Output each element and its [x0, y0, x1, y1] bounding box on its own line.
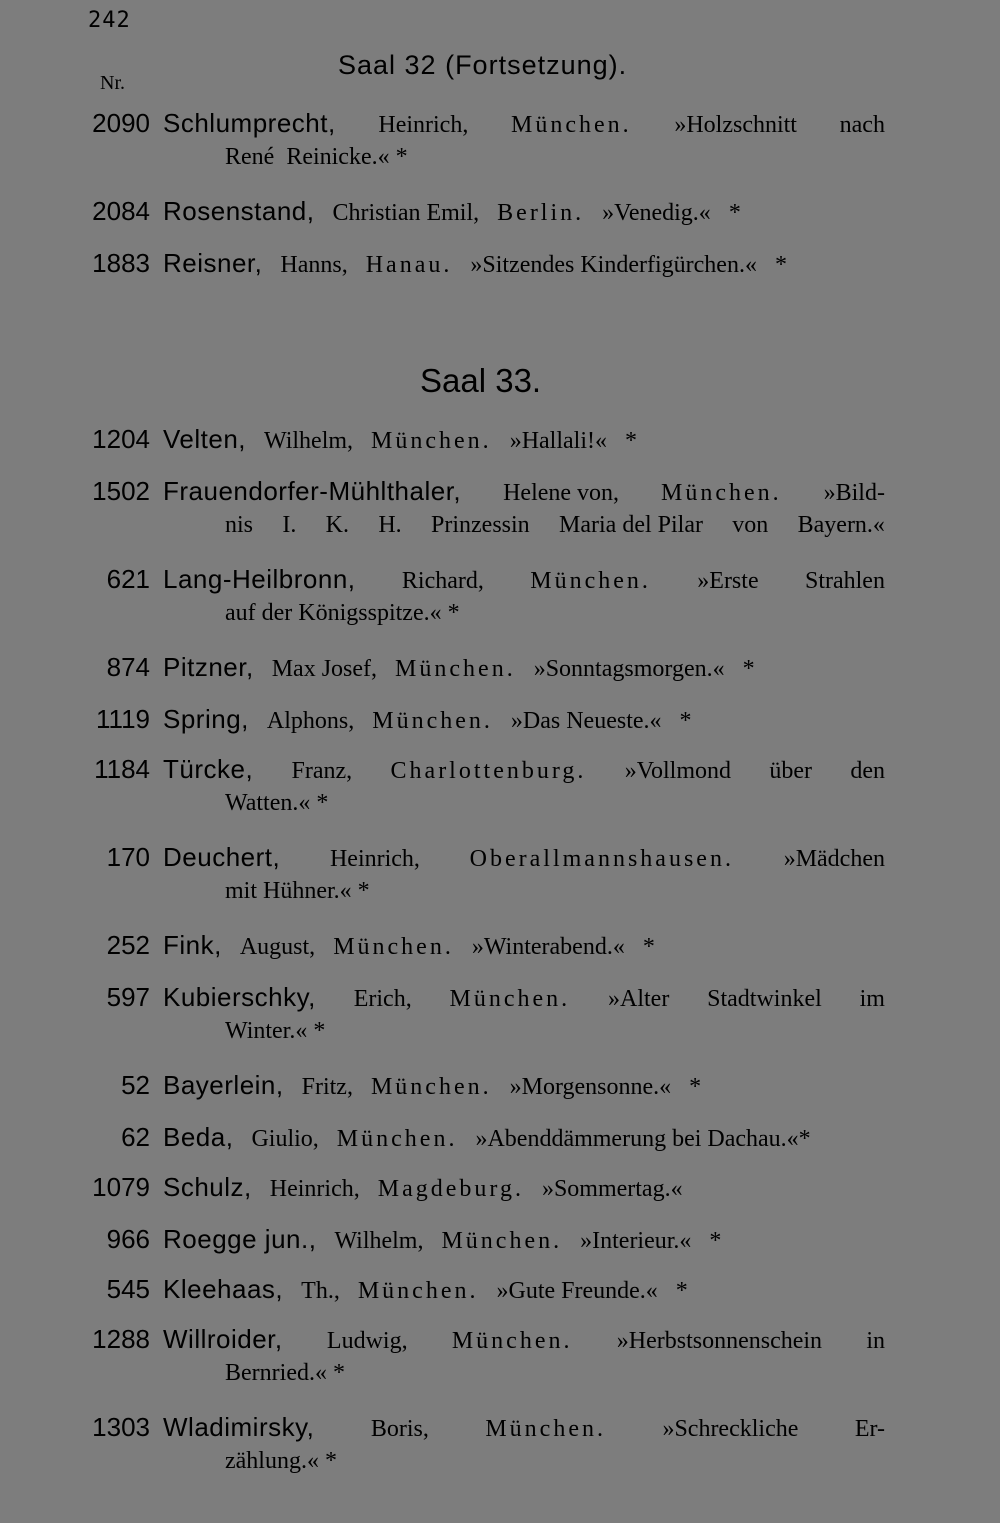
entry-line [163, 1412, 885, 1443]
artwork-title-part: * [642, 934, 655, 960]
artwork-title-part: »Sitzendes Kinderfigürchen.« [470, 252, 757, 278]
entry-line [163, 564, 885, 595]
entry-line [163, 248, 885, 279]
artwork-title-part: Bernried.« * [225, 1360, 345, 1386]
entry-line [163, 754, 885, 785]
artwork-title-part: * [675, 1278, 688, 1304]
artwork-title-part: * [742, 656, 755, 682]
entry-line [163, 652, 885, 683]
artwork-title-part: Strahlen [804, 568, 885, 594]
artwork-title-part: »Alter [608, 986, 670, 1012]
artwork-title-part: Prinzessin [431, 512, 530, 538]
artwork-title-part: »Gute Freunde.« [496, 1278, 658, 1304]
entry-line [163, 196, 885, 227]
artwork-title-part: mit Hühner.« * [225, 878, 370, 904]
artist-surname: Pitzner, [163, 652, 254, 682]
entry-number: 2084 [92, 196, 150, 226]
artist-surname: Kubierschky, [163, 982, 316, 1012]
artwork-title-part: »Sonntagsmorgen.« [533, 656, 725, 682]
artist-first-name: Christian Emil, [332, 200, 480, 226]
artwork-title-part: »Herbstsonnenschein [616, 1328, 823, 1354]
artist-surname: Deuchert, [163, 842, 281, 872]
artwork-title-part: »Erste [697, 568, 759, 594]
artwork-title-part: »Mädchen [783, 846, 885, 872]
artist-city: München. [333, 934, 454, 960]
artist-city: München. [441, 1228, 563, 1254]
artist-city: München. [357, 1278, 479, 1304]
entry-number: 170 [106, 842, 150, 872]
artist-city: München. [336, 1126, 458, 1152]
artist-city: München. [370, 1074, 492, 1100]
artist-city: Berlin. [497, 200, 585, 226]
artwork-title-part: den [850, 758, 885, 784]
artwork-title-part: nis [225, 512, 254, 538]
artist-first-name: Wilhelm, [264, 428, 354, 454]
artwork-title-part: * [728, 200, 741, 226]
entry-continuation-line [225, 144, 885, 171]
entry-continuation-line [225, 600, 885, 627]
artwork-title-part: Winter.« * [225, 1018, 326, 1044]
artwork-title-part: »Interieur.« [580, 1228, 692, 1254]
entry-line [163, 108, 885, 139]
artwork-title-part: »Venedig.« [602, 200, 711, 226]
artwork-title-part: über [769, 758, 812, 784]
entry-number: 545 [106, 1274, 150, 1304]
entry-number: 1184 [94, 754, 150, 784]
section-heading-saal-33: Saal 33. [420, 362, 542, 399]
artist-surname: Velten, [163, 424, 247, 454]
entry-line [163, 704, 885, 735]
artist-surname: Türcke, [163, 754, 254, 784]
artist-first-name: August, [239, 934, 316, 960]
entry-number: 1303 [92, 1412, 150, 1442]
artwork-title-part: Reinicke.« * [286, 144, 408, 170]
artist-first-name: Heinrich, [269, 1176, 360, 1202]
entry-continuation-line [225, 1360, 885, 1387]
artist-first-name: Th., [301, 1278, 340, 1304]
artist-city: München. [372, 708, 493, 734]
artwork-title-part: * [625, 428, 637, 454]
artist-first-name: Alphons, [266, 708, 355, 734]
nr-column-label: Nr. [100, 72, 125, 94]
entry-continuation-line [225, 1448, 885, 1475]
artist-city: Magdeburg. [377, 1176, 524, 1202]
artwork-title-part: zählung.« * [225, 1448, 337, 1474]
artwork-title-part: K. [325, 512, 350, 538]
entry-continuation-line [225, 512, 885, 539]
artist-first-name: Richard, [401, 568, 484, 594]
artist-first-name: Heinrich, [329, 846, 420, 872]
artist-surname: Willroider, [163, 1324, 283, 1354]
artwork-title-part: »Winterabend.« [471, 934, 625, 960]
artwork-title-part: Er- [854, 1416, 885, 1442]
entry-number: 1204 [92, 424, 150, 454]
artwork-title-part: René [225, 144, 275, 170]
entry-number: 1883 [92, 248, 150, 278]
artwork-title-part: »Vollmond [624, 758, 731, 784]
artwork-title-part: »Bild- [823, 480, 885, 506]
artwork-title-part: im [859, 986, 885, 1012]
entry-number: 1288 [92, 1324, 150, 1354]
artist-city: Hanau. [365, 252, 453, 278]
artist-surname: Frauendorfer-Mühlthaler, [163, 476, 462, 506]
artist-first-name: Fritz, [301, 1074, 353, 1100]
artist-surname: Schlumprecht, [163, 108, 336, 138]
artist-first-name: Franz, [291, 758, 353, 784]
entry-number: 597 [106, 982, 150, 1012]
artist-first-name: Helene von, [503, 480, 620, 506]
entry-number: 2090 [92, 108, 150, 138]
artist-surname: Reisner, [163, 248, 263, 278]
entry-number: 621 [106, 564, 150, 594]
entry-number: 874 [106, 652, 150, 682]
artist-first-name: Hanns, [280, 252, 348, 278]
artwork-title-part: »Abenddämmerung bei Dachau.«* [475, 1126, 811, 1152]
artist-surname: Roegge jun., [163, 1224, 317, 1254]
entry-continuation-line [225, 878, 885, 905]
section-heading-saal-32: Saal 32 (Fortsetzung). [338, 50, 628, 80]
entry-number: 252 [106, 930, 150, 960]
entry-continuation-line [225, 790, 885, 817]
artist-city: Charlottenburg. [390, 758, 587, 784]
entry-number: 1502 [92, 476, 150, 506]
artist-first-name: Heinrich, [378, 112, 469, 138]
artist-surname: Bayerlein, [163, 1070, 284, 1100]
artist-surname: Spring, [163, 704, 249, 734]
entry-number: 1079 [92, 1172, 150, 1202]
entry-continuation-line [225, 1018, 885, 1045]
artist-city: München. [661, 480, 782, 506]
artwork-title-part: * [679, 708, 692, 734]
artist-first-name: Giulio, [251, 1126, 319, 1152]
entry-line [163, 424, 885, 455]
entry-line [163, 1070, 885, 1101]
artist-surname: Fink, [163, 930, 222, 960]
artist-city: München. [485, 1416, 606, 1442]
artwork-title-part: »Holzschnitt [674, 112, 797, 138]
artwork-title-part: »Morgensonne.« [509, 1074, 672, 1100]
artwork-title-part: »Das Neueste.« [510, 708, 662, 734]
artist-surname: Wladimirsky, [163, 1412, 315, 1442]
artwork-title-part: Stadtwinkel [707, 986, 822, 1012]
artwork-title-part: Maria del Pilar [559, 512, 703, 538]
artwork-title-part: * [689, 1074, 702, 1100]
entry-line [163, 1324, 885, 1355]
artist-first-name: Wilhelm, [334, 1228, 424, 1254]
artist-surname: Beda, [163, 1122, 234, 1152]
artwork-title-part: H. [378, 512, 402, 538]
artwork-title-part: * [774, 252, 787, 278]
artist-city: München. [511, 112, 632, 138]
entry-number: 62 [121, 1122, 150, 1152]
artist-city: München. [395, 656, 516, 682]
artist-first-name: Ludwig, [326, 1328, 408, 1354]
artwork-title-part: »Hallali!« [509, 428, 607, 454]
entry-line [163, 476, 885, 507]
artist-first-name: Boris, [370, 1416, 429, 1442]
artwork-title-part: I. [282, 512, 297, 538]
page-number: 242 [88, 8, 131, 33]
artist-first-name: Erich, [353, 986, 412, 1012]
artwork-title-part: in [866, 1328, 885, 1354]
artist-city: München. [371, 428, 492, 454]
artwork-title-part: Watten.« * [225, 790, 329, 816]
artwork-title-part: »Schreckliche [662, 1416, 799, 1442]
artwork-title-part: Bayern.« [797, 512, 885, 538]
artist-surname: Kleehaas, [163, 1274, 284, 1304]
artwork-title-part: »Sommertag.« [541, 1176, 683, 1202]
entry-line [163, 1122, 885, 1153]
artist-surname: Schulz, [163, 1172, 252, 1202]
artwork-title-part: von [732, 512, 769, 538]
artist-city: München. [530, 568, 651, 594]
entry-line [163, 982, 885, 1013]
artist-surname: Rosenstand, [163, 196, 315, 226]
artist-city: München. [451, 1328, 573, 1354]
entry-line [163, 1172, 885, 1203]
artist-city: Oberallmannshausen. [469, 846, 734, 872]
artwork-title-part: nach [839, 112, 885, 138]
entry-line [163, 930, 885, 961]
artwork-title-part: * [709, 1228, 722, 1254]
entry-number: 966 [106, 1224, 150, 1254]
entry-number: 52 [121, 1070, 150, 1100]
artist-first-name: Max Josef, [271, 656, 378, 682]
artist-city: München. [449, 986, 571, 1012]
entry-line [163, 1224, 885, 1255]
artist-surname: Lang-Heilbronn, [163, 564, 356, 594]
entry-line [163, 1274, 885, 1305]
entry-line [163, 842, 885, 873]
artwork-title-part: auf der Königsspitze.« * [225, 600, 460, 626]
entry-number: 1119 [96, 704, 150, 734]
